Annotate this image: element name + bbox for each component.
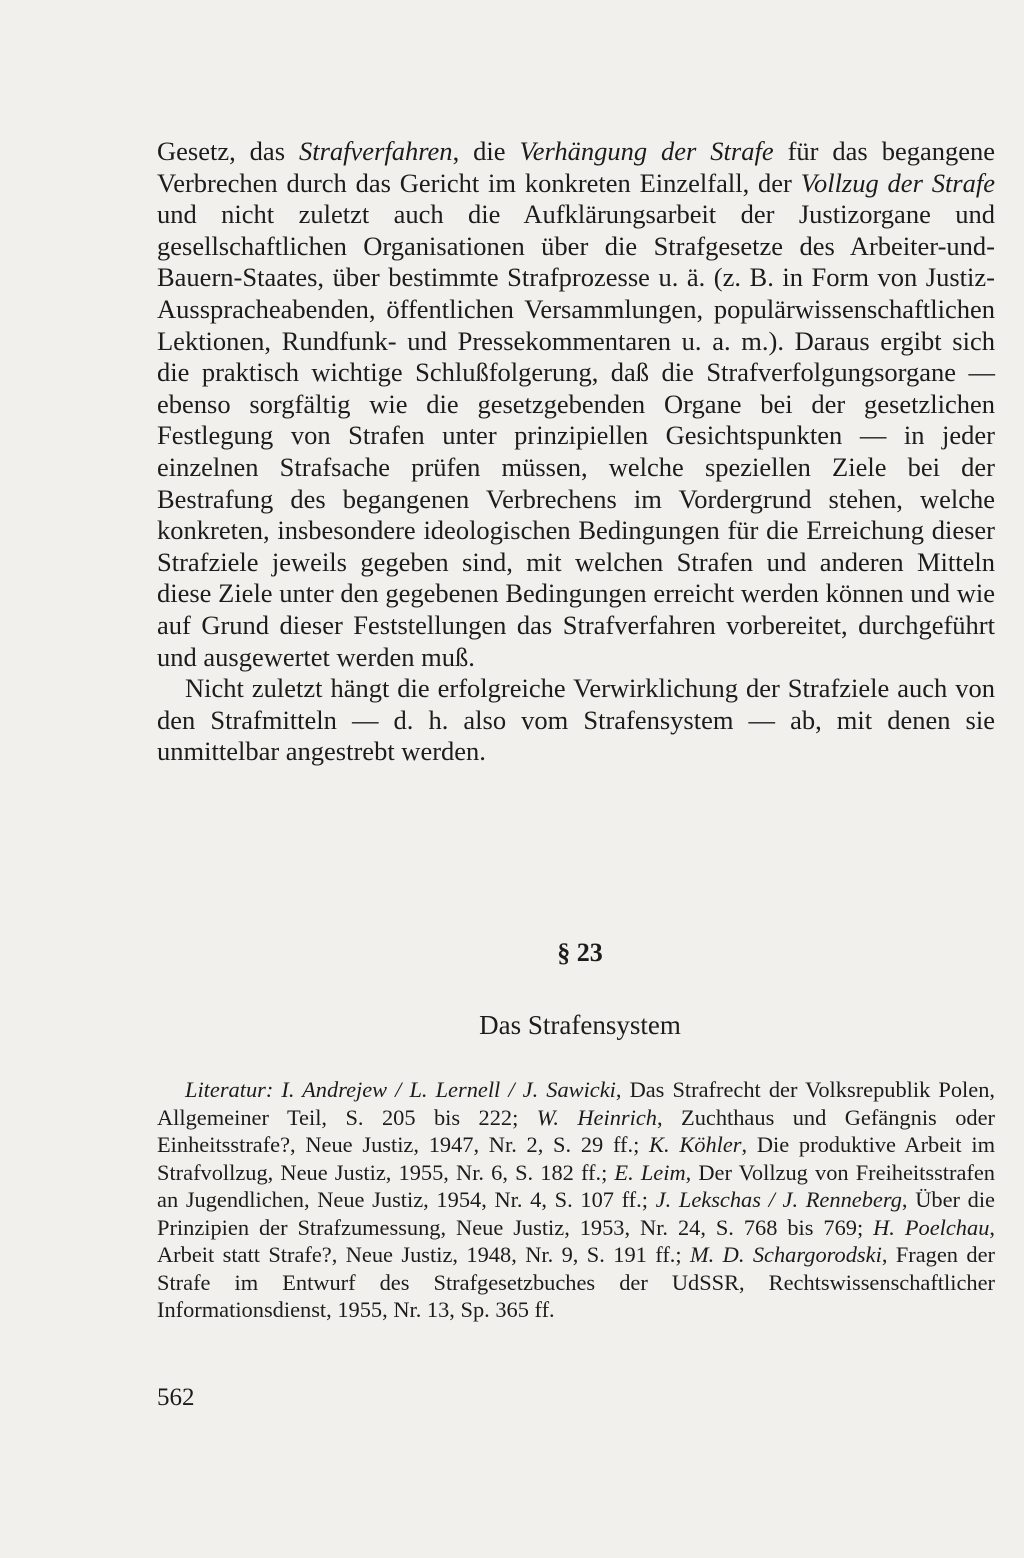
literature-run-8: J. Lekschas / J. Renneberg — [655, 1187, 902, 1212]
paragraph-1-run-1: Strafverfahren — [298, 136, 453, 166]
paragraph-1 — [157, 136, 995, 673]
literature-references — [157, 1076, 995, 1324]
body-text — [157, 136, 995, 768]
literature-run-3: , Zuchthaus und Gefängnis oder Einheitsstrafe?, Neue Justiz, 1947, Nr. 2, S. 29 ff.; — [157, 1104, 995, 1157]
literature-run-6: E. Leim — [614, 1159, 686, 1185]
paragraph-1-run-6: und nicht zuletzt auch die Aufklärungsarbeit der Justizorgane und gesellschaftlichen Organisationen über die Strafgesetze des Arbeiter-und-Bauern-Staates, über bestimmte Strafprozesse u. ä. (z. B. in Form von Justiz-Ausspracheabenden, öffentlichen Versammlungen, populärwissenschaftlichen Lektionen, Rundfunk- und Pressekommentaren u. a. m.). Daraus ergibt sich die praktisch wichtige Schlußfolgerung, daß die Strafverfolgungsorgane — ebenso sorgfältig wie die gesetzgebenden Organe bei der gesetzlichen Festlegung von Strafen unter prinzipiellen Gesichtspunkten — in jeder einzelnen Strafsache prüfen müssen, welche speziellen Ziele bei der Bestrafung des begangenen Verbrechens im Vordergrund stehen, welche konkreten, insbesondere ideologischen Bedingungen für die Erreichung dieser Strafziele jeweils gegeben sind, mit welchen Strafen und anderen Mitteln diese Ziele unter den gegebenen Bedingungen erreicht werden können und wie auf Grund dieser Feststellungen das Strafverfahren vorbereitet, durchgeführt und ausgewertet werden muß. — [157, 199, 995, 672]
literature-run-0: Literatur: I. Andrejew / L. Lernell / J. Sawicki — [185, 1077, 616, 1102]
literature-run-4: K. Köhler — [649, 1132, 742, 1157]
section-number: § 23 — [557, 938, 603, 967]
paragraph-1-run-5: Vollzug der Strafe — [800, 167, 995, 198]
literature-run-2: W. Heinrich — [536, 1104, 657, 1130]
page-number: 562 — [157, 1384, 195, 1411]
literature-run-12: M. D. Schargorodski — [690, 1242, 882, 1267]
literature-run-5: , Die produktive Arbeit im Strafvollzug, Neue Justiz, 1955, Nr. 6, S. 182 ff.; — [157, 1132, 995, 1185]
literature-run-9: , Über die Prinzipien der Strafzumessung, Neue Justiz, 1953, Nr. 24, S. 768 bis 769; — [157, 1187, 995, 1240]
paragraph-1-run-0: Gesetz, das — [157, 136, 299, 166]
literature-run-7: , Der Vollzug von Freiheitsstrafen an Jugendlichen, Neue Justiz, 1954, Nr. 4, S. 107 ff.; — [157, 1159, 995, 1212]
paragraph-1-run-2: , die — [452, 136, 520, 166]
literature-run-13: , Fragen der Strafe im Entwurf des Strafgesetzbuches der UdSSR, Rechtswissenschaftlicher Informationsdienst, 1955, Nr. 13, Sp. 365 ff. — [157, 1242, 995, 1322]
literature-run-1: , Das Strafrecht der Volksrepublik Polen, Allgemeiner Teil, S. 205 bis 222; — [157, 1077, 995, 1130]
paragraph-2: Nicht zuletzt hängt die erfolgreiche Verwirklichung der Strafziele auch von den Strafmitteln — d. h. also vom Strafensystem — ab, mit denen sie unmittelbar angestrebt werden. — [157, 673, 995, 767]
paragraph-1-run-4: für das begangene Verbrechen durch das Gericht im konkreten Einzelfall, der — [157, 136, 995, 198]
section-title: Das Strafensystem — [479, 1010, 681, 1040]
paragraph-1-run-3: Verhängung der Strafe — [519, 136, 774, 166]
literature-run-11: , Arbeit statt Strafe?, Neue Justiz, 1948, Nr. 9, S. 191 ff.; — [157, 1214, 995, 1267]
literature-run-10: H. Poelchau — [873, 1214, 990, 1240]
